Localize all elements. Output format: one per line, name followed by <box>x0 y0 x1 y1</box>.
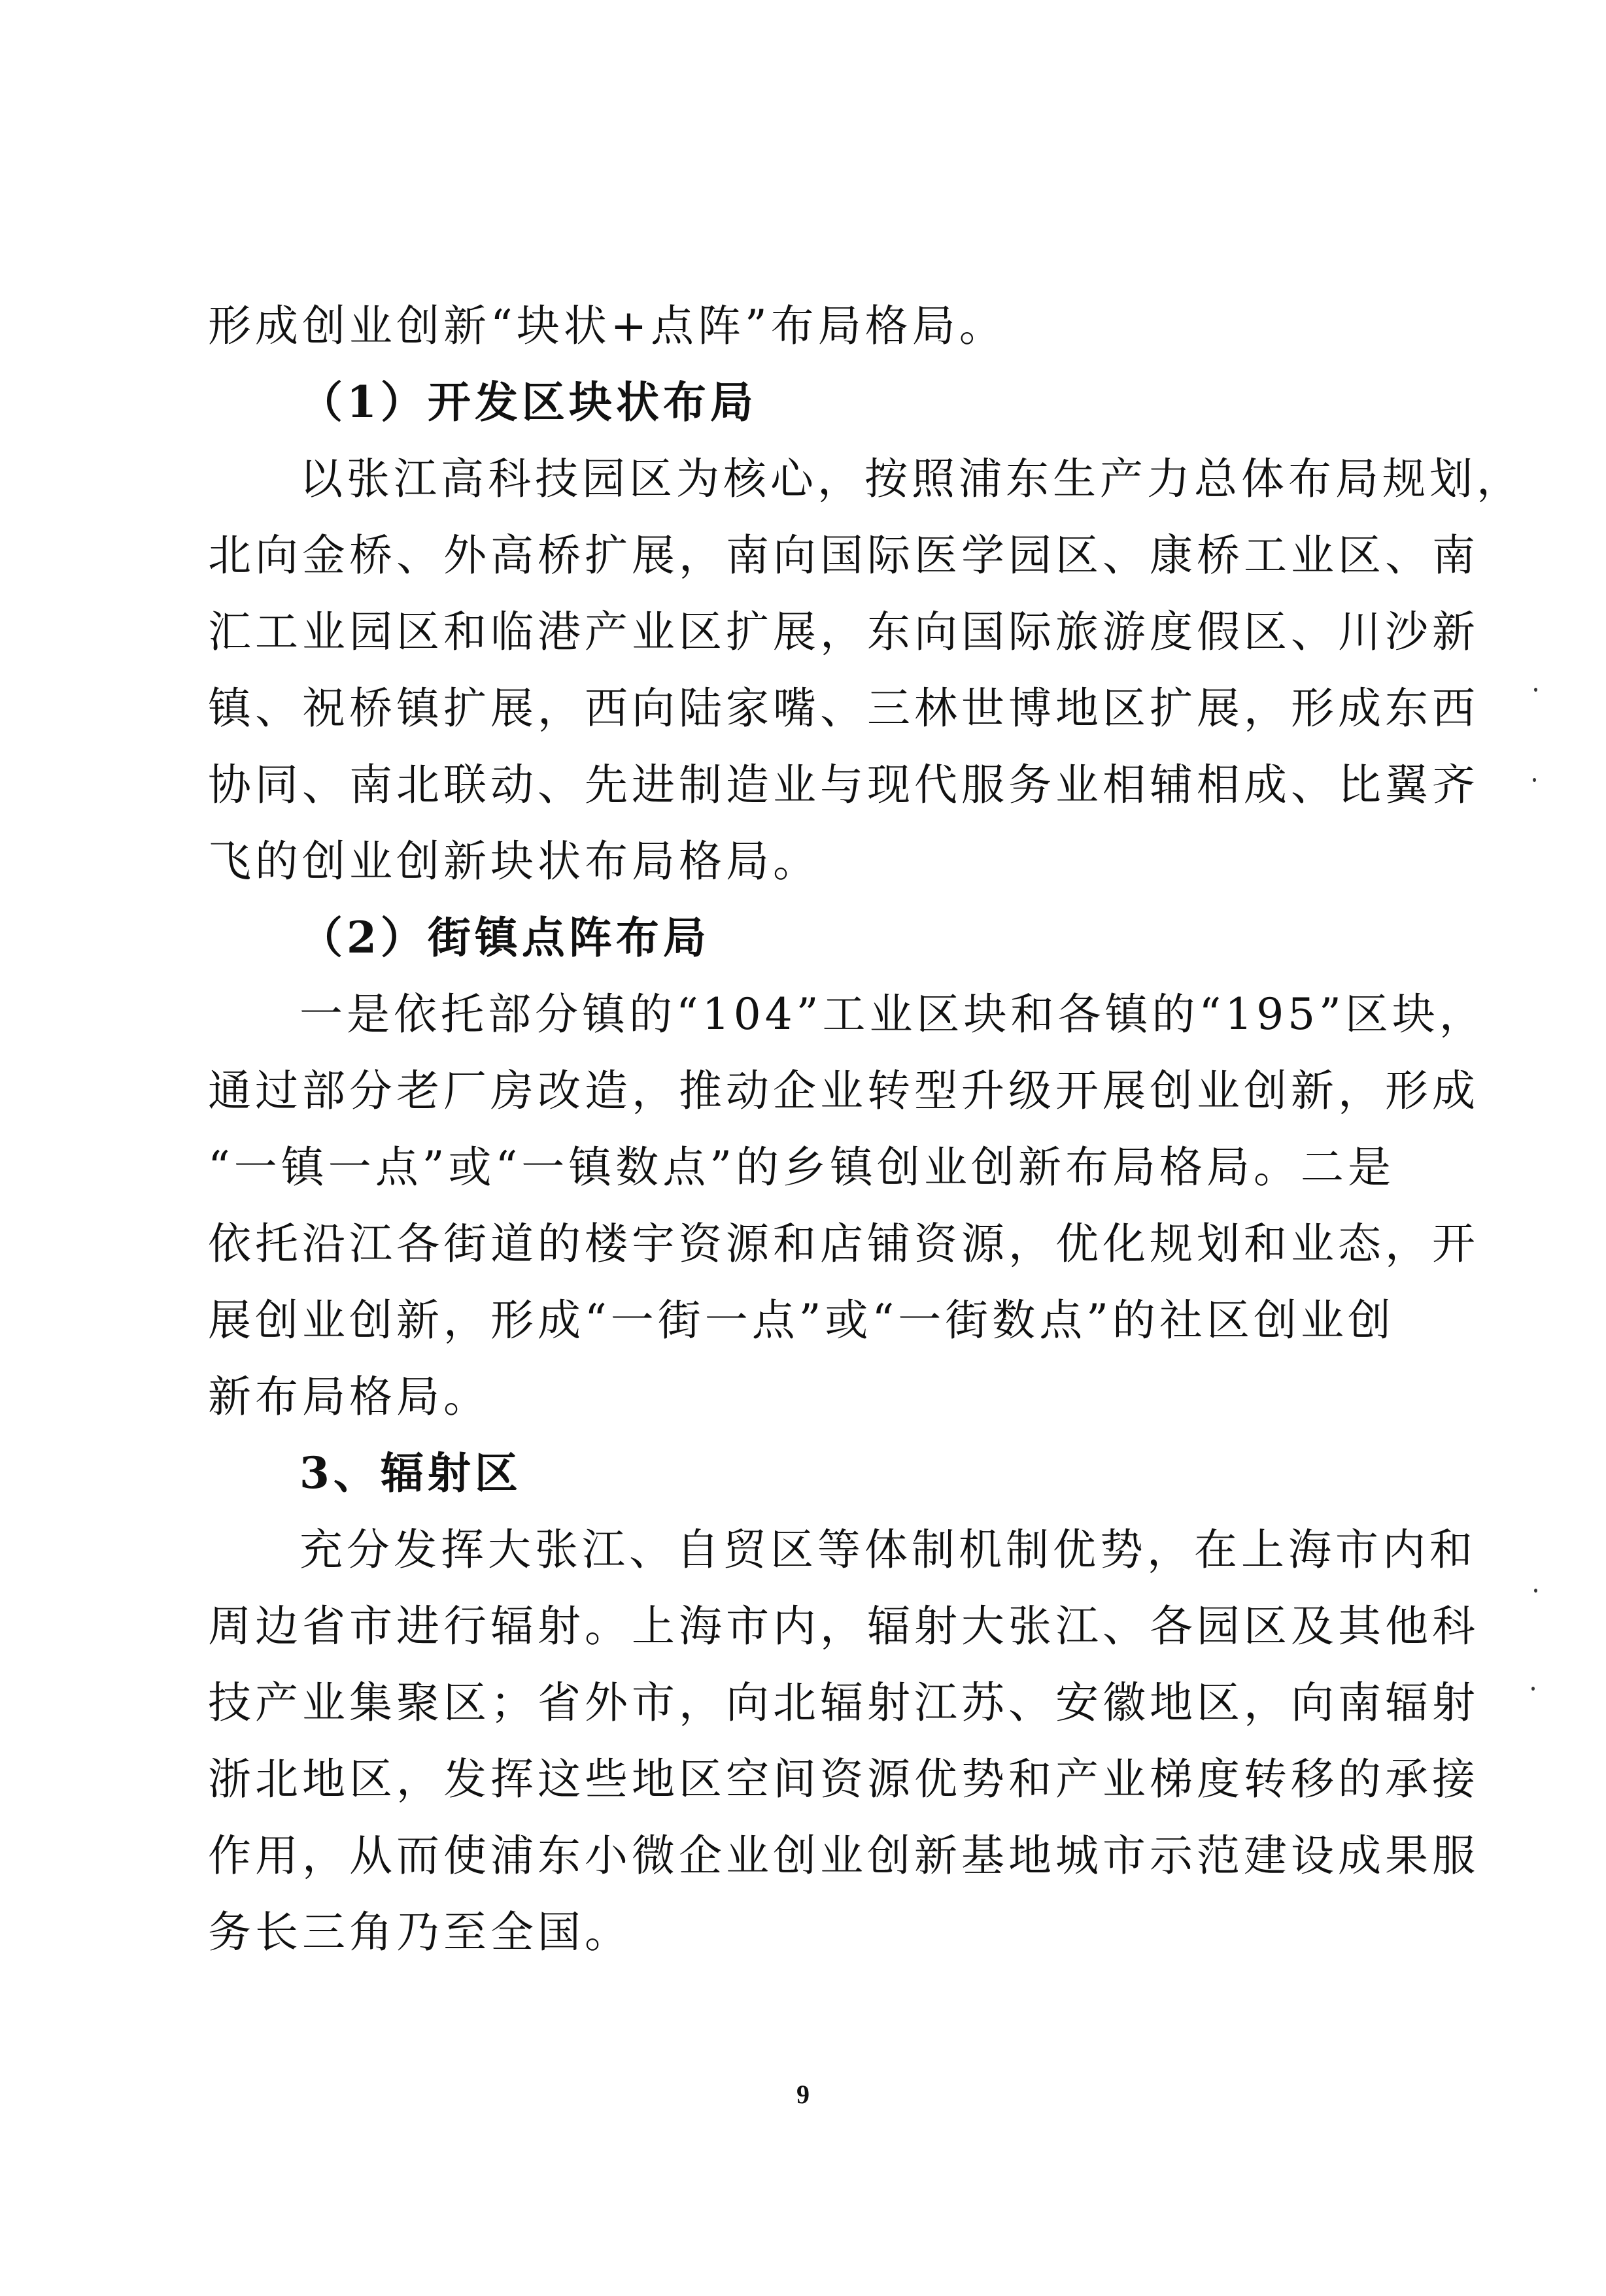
text-line: 形成创业创新“块状+点阵”布局格局。 <box>208 301 1006 351</box>
text-line: 周边省市进行辐射。上海市内，辐射大张江、各园区及其他科 <box>208 1601 1479 1651</box>
text-line: “一镇一点”或“一镇数点”的乡镇创业创新布局格局。二是 <box>208 1142 1395 1192</box>
body-text <box>208 288 1524 1970</box>
text-line: 汇工业园区和临港产业区扩展，东向国际旅游度假区、川沙新 <box>208 607 1479 657</box>
text-line: 作用，从而使浦东小微企业创业创新基地城市示范建设成果服 <box>208 1831 1479 1881</box>
text-line: 新布局格局。 <box>208 1372 490 1422</box>
page-number: 9 <box>796 2080 810 2109</box>
section-heading: （2）街镇点阵布局 <box>299 912 710 963</box>
section-heading: （1）开发区块状布局 <box>299 377 757 428</box>
text-line: 以张江高科技园区为核心，按照浦东生产力总体布局规划， <box>299 454 1524 504</box>
text-line: 北向金桥、外高桥扩展，南向国际医学园区、康桥工业区、南 <box>208 530 1479 581</box>
text-line: 务长三角乃至全国。 <box>208 1907 632 1957</box>
text-line: 通过部分老厂房改造，推动企业转型升级开展创业创新，形成 <box>208 1066 1479 1116</box>
text-line: 一是依托部分镇的“104”工业区块和各镇的“195”区块， <box>299 989 1486 1039</box>
scan-speck <box>1531 1687 1535 1691</box>
text-line: 浙北地区，发挥这些地区空间资源优势和产业梯度转移的承接 <box>208 1754 1479 1804</box>
text-line: 镇、祝桥镇扩展，西向陆家嘴、三林世博地区扩展，形成东西 <box>208 683 1479 734</box>
text-line: 展创业创新，形成“一街一点”或“一街数点”的社区创业创 <box>208 1295 1395 1345</box>
scan-speck <box>1533 778 1536 782</box>
text-line: 飞的创业创新块状布局格局。 <box>208 836 820 886</box>
scan-speck <box>1534 1589 1537 1593</box>
section-heading: 3、辐射区 <box>299 1447 522 1498</box>
text-line: 充分发挥大张江、自贸区等体制机制优势，在上海市内和 <box>299 1525 1477 1575</box>
text-line: 协同、南北联动、先进制造业与现代服务业相辅相成、比翼齐 <box>208 760 1479 810</box>
scan-speck <box>1534 688 1537 692</box>
text-line: 技产业集聚区；省外市，向北辐射江苏、安徽地区，向南辐射 <box>208 1678 1479 1728</box>
text-line: 依托沿江各街道的楼宇资源和店铺资源，优化规划和业态，开 <box>208 1219 1479 1269</box>
